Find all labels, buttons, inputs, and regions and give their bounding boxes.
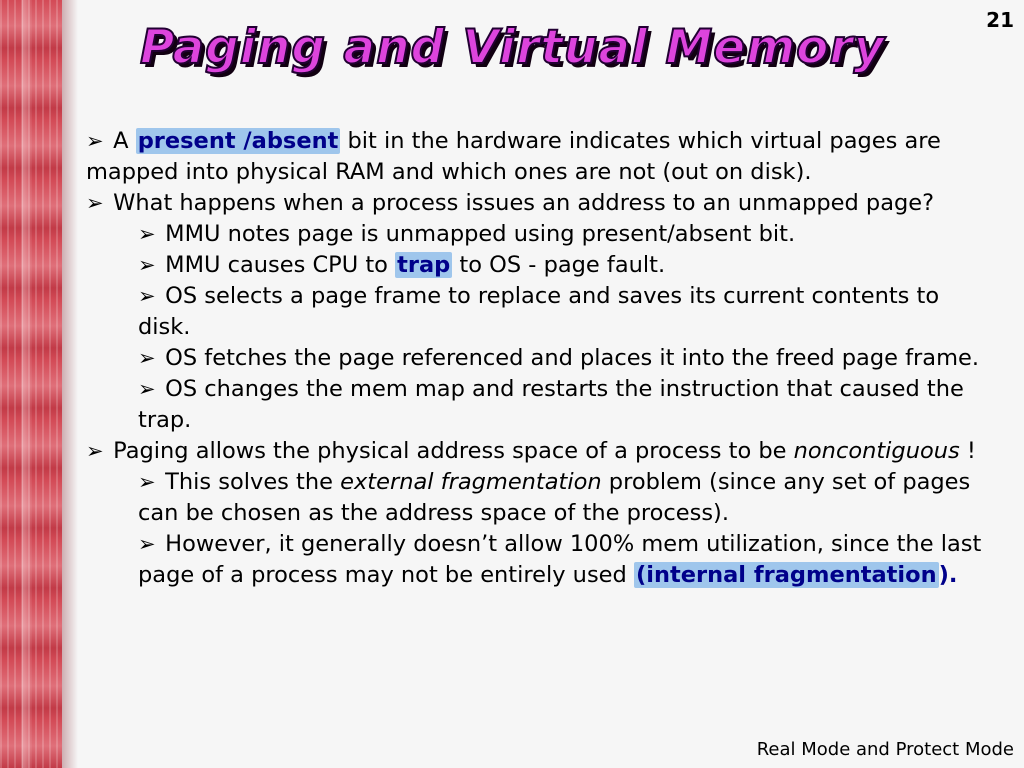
bullet-text: Paging allows the physical address space of a process to be bbox=[113, 438, 794, 464]
arrow-bullet-icon: ➢ bbox=[138, 253, 156, 277]
bullet-text: problem (since any set of pages can be chosen as the address space of the process). bbox=[138, 469, 971, 526]
sub-bullet-external-fragmentation bbox=[138, 467, 998, 529]
bullet-text: OS selects a page frame to replace and saves its current contents to disk. bbox=[138, 283, 940, 340]
slide-number: 21 bbox=[986, 8, 1014, 32]
decorative-stripe-shadow bbox=[62, 0, 78, 768]
arrow-bullet-icon: ➢ bbox=[138, 284, 156, 308]
bullet-present-absent bbox=[86, 126, 998, 188]
slide-footer: Real Mode and Protect Mode bbox=[756, 739, 1014, 760]
arrow-bullet-icon: ➢ bbox=[86, 439, 104, 463]
highlight-trap: trap bbox=[397, 252, 451, 278]
arrow-bullet-icon: ➢ bbox=[138, 532, 156, 556]
bullet-text: bit in the hardware indicates which virtual pages are mapped into physical RAM and which ones are not (out on disk). bbox=[86, 128, 941, 185]
bullet-unmapped-question bbox=[86, 188, 998, 219]
bullet-text: to OS - page fault. bbox=[452, 252, 666, 278]
sub-bullet-os-fetches bbox=[138, 343, 998, 374]
bullet-text: ! bbox=[959, 438, 976, 464]
sub-bullet-os-changes bbox=[138, 374, 998, 436]
slide-title: Paging and Virtual Memory bbox=[140, 20, 886, 75]
bullet-text: What happens when a process issues an address to an unmapped page? bbox=[113, 190, 935, 216]
slide-body bbox=[86, 126, 998, 591]
bullet-text: MMU causes CPU to bbox=[165, 252, 396, 278]
arrow-bullet-icon: ➢ bbox=[138, 346, 156, 370]
arrow-bullet-icon: ➢ bbox=[138, 470, 156, 494]
bullet-text: However, it generally doesn’t allow 100% mem utilization, since the last page of a process may not be entirely used bbox=[138, 531, 982, 588]
emphasis-noncontiguous: noncontiguous bbox=[793, 438, 960, 464]
arrow-bullet-icon: ➢ bbox=[138, 222, 156, 246]
arrow-bullet-icon: ➢ bbox=[138, 377, 156, 401]
highlight-present-absent: present /absent bbox=[137, 128, 339, 154]
sub-bullet-os-selects bbox=[138, 281, 998, 343]
bullet-text: This solves the bbox=[165, 469, 341, 495]
arrow-bullet-icon: ➢ bbox=[86, 191, 104, 215]
sub-bullet-mmu-trap bbox=[138, 250, 998, 281]
emphasis-external-fragmentation: external fragmentation bbox=[340, 469, 602, 495]
bullet-text: ). bbox=[938, 562, 958, 588]
bullet-text: OS changes the mem map and restarts the instruction that caused the trap. bbox=[138, 376, 964, 433]
highlight-internal-fragmentation: (internal fragmentation bbox=[635, 562, 937, 588]
arrow-bullet-icon: ➢ bbox=[86, 129, 104, 153]
bullet-text: MMU notes page is unmapped using present/absent bit. bbox=[165, 221, 796, 247]
decorative-stripe-highlight bbox=[22, 0, 32, 768]
bullet-text: A bbox=[113, 128, 136, 154]
bullet-noncontiguous bbox=[86, 436, 998, 467]
sub-bullet-mmu-notes bbox=[138, 219, 998, 250]
bullet-text: OS fetches the page referenced and places it into the freed page frame. bbox=[165, 345, 979, 371]
sub-bullet-internal-fragmentation bbox=[138, 529, 998, 591]
